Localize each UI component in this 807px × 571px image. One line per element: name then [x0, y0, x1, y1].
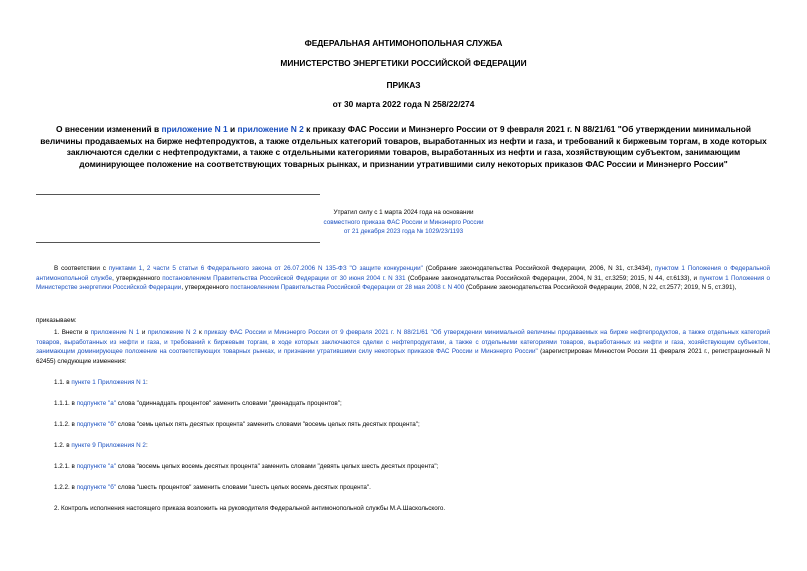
law-link[interactable]: 2 части 5 статьи 6 Федерального закона от 26.07.2006 N 135-ФЗ "О защите конкуренции" — [146, 265, 423, 272]
text: , — [142, 265, 147, 272]
law-link[interactable]: постановлением Правительства Российской Федерации от 28 мая 2008 г. N 400 — [230, 284, 465, 291]
item-1 — [36, 328, 770, 366]
title-link-appendix-1[interactable]: приложение N 1 — [161, 124, 228, 134]
title-text: и — [227, 124, 238, 134]
subclause-link[interactable]: подпункте "а" — [76, 463, 116, 470]
subclause-link[interactable]: подпункте "б" — [76, 484, 117, 491]
order-word: приказываем: — [36, 317, 77, 324]
item-1-1 — [54, 378, 148, 388]
text: , утвержденного — [112, 274, 163, 282]
law-link[interactable]: пунктами 1 — [108, 265, 143, 272]
text: 1.1.2. в — [54, 421, 77, 428]
divider-bottom — [36, 242, 320, 243]
divider-top — [36, 194, 320, 195]
text: , утвержденного — [181, 284, 231, 291]
text: : — [145, 442, 148, 449]
appendix-link[interactable]: приложение N 1 — [90, 329, 140, 336]
text: 1.2.1. в — [54, 463, 77, 470]
item-2: 2. Контроль исполнения настоящего приказа возложить на руководителя Федеральной антимонопольной службы М.А.Шаскольского. — [54, 505, 446, 512]
text: и — [139, 329, 148, 336]
law-link[interactable]: пунктом 1 Положения о Министерстве энергетики Российской Федерации — [36, 274, 770, 291]
order-link[interactable]: приказу ФАС России и Минэнерго России от 9 февраля 2021 г. N 88/21/61 "Об утверждении минимальной величины продаваемых на бирже нефтепродуктов, а также отдельных категорий товаров, выработанных из нефти и газа, и требований к биржевым торгам, в ходе которых заключаются сделки с нефтепродуктами, а также с отдельными категориями товаров, выработанных из нефти и газа, хозяйствующим субъектом, занимающим доминирующее положение на соответствующих товарных рынках, и признании утратившими силу некоторых приказов ФАС России и Минэнерго России" — [36, 329, 770, 355]
text: слова "семь целых пять десятых процента" заменить словами "восемь целых пять десятых процента"; — [116, 421, 420, 428]
annulment-link[interactable]: совместного приказа ФАС России и Минэнерго России — [323, 218, 484, 226]
text: : — [145, 379, 148, 386]
law-link[interactable]: пунктом 1 Положения о Федеральной антимонопольной службе — [36, 265, 771, 282]
item-1-2-1 — [54, 462, 438, 472]
document-title — [40, 124, 767, 170]
item-1-2-2 — [54, 483, 371, 493]
text: 1.2. в — [54, 442, 72, 449]
document-type: ПРИКАЗ — [386, 80, 421, 90]
clause-link[interactable]: пункте 9 Приложения N 2 — [71, 442, 146, 449]
subclause-link[interactable]: подпункте "б" — [76, 421, 117, 428]
text: (Собрание законодательства Российской Федерации, 2008, N 22, ст.2577; 2019, N 5, ст.391), — [464, 284, 737, 291]
text: слова "шесть процентов" заменить словами "шесть целых восемь десятых процента". — [116, 484, 371, 491]
law-link[interactable]: постановлением Правительства Российской Федерации от 30 июня 2004 г. N 331 — [162, 274, 406, 282]
item-1-1-1 — [54, 399, 342, 409]
ministry-name: МИНИСТЕРСТВО ЭНЕРГЕТИКИ РОССИЙСКОЙ ФЕДЕРАЦИИ — [280, 58, 527, 68]
agency-name: ФЕДЕРАЛЬНАЯ АНТИМОНОПОЛЬНАЯ СЛУЖБА — [304, 38, 503, 48]
text: 1.1. в — [54, 379, 72, 386]
item-1-1-2 — [54, 420, 420, 430]
text: (Собрание законодательства Российской Федерации, 2004, N 31, ст.3259; 2015, N 44, ст.6133), и — [405, 274, 700, 282]
title-link-appendix-2[interactable]: приложение N 2 — [237, 124, 304, 134]
appendix-link[interactable]: приложение N 2 — [147, 329, 197, 336]
text: 1.2.2. в — [54, 484, 77, 491]
text: слова "восемь целых восемь десятых процента" заменить словами "девять целых шесть десятых процента"; — [115, 463, 439, 470]
text: слова "одиннадцать процентов" заменить словами "двенадцать процентов"; — [115, 400, 342, 407]
title-text: к приказу ФАС России и Минэнерго России от 9 февраля 2021 г. N 88/21/61 "Об утверждении минимальной величины продаваемых на бирже нефтепродуктов, а также отдельных категорий товаров, выработанных из нефти и газа, и требований к биржевым торгам, в ходе которых заключаются сделки с нефтепродуктами, а также с отдельными категориями товаров, выработанных из нефти и газа, хозяйствующим субъектом, занимающим доминирующее положение на соответствующих товарных рынках, и признании утратившими силу некоторых приказов ФАС России и Минэнерго России" — [40, 124, 767, 169]
subclause-link[interactable]: подпункте "а" — [76, 400, 116, 407]
text: 1. Внести в — [54, 329, 91, 336]
text: к — [196, 329, 205, 336]
clause-link[interactable]: пункте 1 Приложения N 1 — [71, 379, 146, 386]
item-1-2 — [54, 441, 148, 451]
document-date: от 30 марта 2022 года N 258/22/274 — [332, 99, 475, 109]
preamble-paragraph — [36, 264, 770, 293]
annulment-note — [0, 208, 807, 237]
annulment-line: Утратил силу с 1 марта 2024 года на основании — [333, 209, 474, 216]
text: (зарегистрирован Минюстом России 11 февраля 2021 г., регистрационный N 62455) следующие изменения: — [36, 348, 770, 365]
text: 1.1.1. в — [54, 400, 77, 407]
text: (Собрание законодательства Российской Федерации, 2006, N 31, ст.3434), — [422, 265, 656, 272]
title-text: О внесении изменений в — [56, 124, 162, 134]
annulment-link[interactable]: от 21 декабря 2023 года № 1029/23/1193 — [343, 228, 464, 235]
text: В соответствии с — [54, 265, 109, 272]
